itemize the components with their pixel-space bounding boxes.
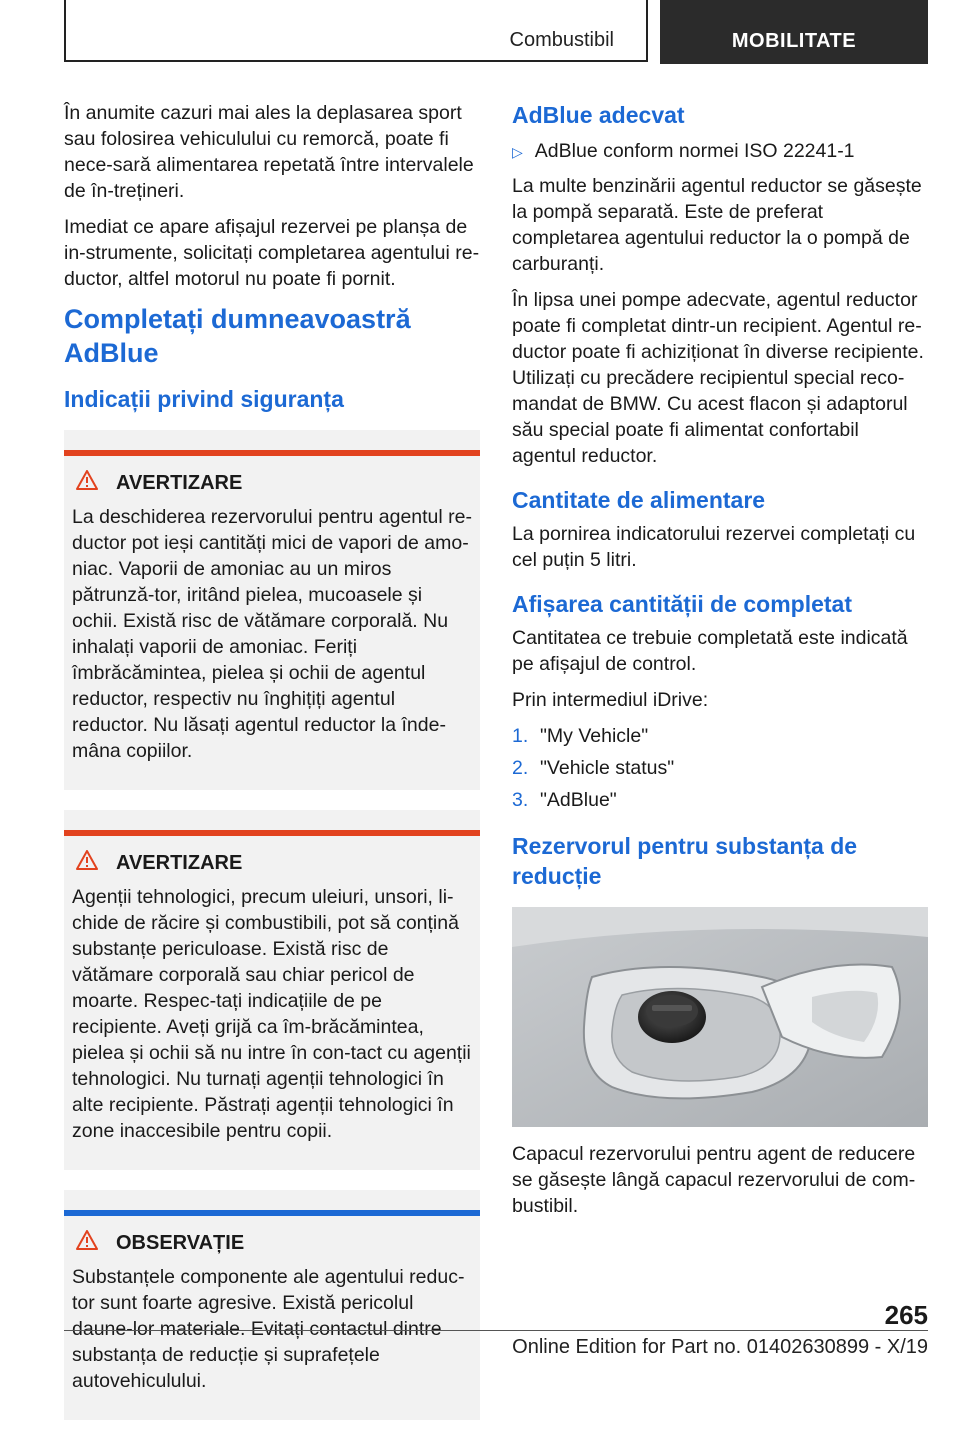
warning-bar [64,450,480,456]
display-paragraph: Cantitatea ce trebuie completată este indicată pe afișajul de control. [512,627,908,675]
warning-text: Agenții tehnologici, precum uleiuri, unsori, li-chide de răcire și combustibili, pot să conțină substanțe periculoase. Există risc de vătămare corporală sau chiar pericol de moarte. Respec-tați indicațiile de pe recipiente. Aveți grijă ca îm-brăcămintea, pielea și ochii să nu intre în con-tact cu agenții tehnologici. Nu turnați agenții tehnologici în alte recipiente. Păstrați agenții tehnologici în zone inaccesibile pentru copii. [72,886,471,1142]
container-paragraph: În lipsa unei pompe adecvate, agentul reductor poate fi completat dintr-un recipient. Agentul re-ductor poate fi achiziționat în diverse recipiente. Utilizați cu precădere recipientul special reco-mandat de BMW. Cu acest flacon și adaptorul său special poate fi alimentat confortabil agentul reductor. [512,289,924,467]
section-title: Combustibil [509,29,614,51]
filler-cap-illustration [512,907,928,1127]
footer-divider [64,1330,928,1331]
pump-paragraph: La multe benzinării agentul reductor se găsește la pompă separată. Este de preferat completarea agentului reductor la o pompă de carburanți. [512,175,922,275]
note-box [64,1190,480,1420]
safety-subheading: Indicații privind siguranța [64,386,344,412]
warning-title: AVERTIZARE [116,471,243,494]
warning-title: AVERTIZARE [116,851,243,874]
page-header [64,0,928,66]
spec-bullet [512,138,928,165]
quantity-paragraph: La pornirea indicatorului rezervei completați cu cel puțin 5 litri. [512,523,916,571]
left-column [64,100,480,1440]
note-bar [64,1210,480,1216]
warning-title-row [76,850,472,876]
warning-title-row [76,470,472,496]
caution-triangle-icon [76,1230,98,1256]
idrive-steps [512,723,928,813]
spec-text: AdBlue conform normei ISO 22241-1 [534,140,855,162]
page-number: 265 [884,1300,928,1330]
note-text: Substanțele componente ale agentului reduc-tor sunt foarte agresive. Există pericolul daune-lor materiale. Evitați contactul dintre substanța de reducție și suprafețele autovehiculului. [72,1266,465,1392]
note-title-row [76,1230,472,1256]
warning-triangle-icon [76,850,98,876]
section-heading: Completați dumneavoastră AdBlue [64,304,411,368]
intro-paragraph-2: Imediat ce apare afișajul rezervei pe planșa de in-strumente, solicitați completarea agentului re-ductor, altfel motorul nu poate fi pornit. [64,216,480,290]
edition-text: Online Edition for Part no. 01402630899 - X/19 [512,1336,928,1358]
warning-triangle-icon [76,470,98,496]
idrive-paragraph: Prin intermediul iDrive: [512,689,709,711]
warning-text: La deschiderea rezervorului pentru agentul re-ductor pot ieși cantități mici de vapori de amo-niac. Vaporii de amoniac au un miros pătrunză-tor, iritând pielea, mucoasele și ochii. Există risc de vătămare corporală. Nu inhalați vaporii de amoniac. Feriți îmbrăcămintea, pielea și ochii de agentul reductor, respectiv nu înghițiți agentul reductor. Nu lăsați agentul reductor la înde-mâna copiilor. [72,506,472,762]
list-item: 1. "My Vehicle" [512,725,649,747]
note-title: OBSERVAȚIE [116,1231,245,1254]
intro-paragraph-1: În anumite cazuri mai ales la deplasarea sport sau folosirea vehiculului cu remorcă, poate fi nece-sară alimentarea repetată între intervalele de în-trețineri. [64,102,474,202]
warning-bar [64,830,480,836]
display-heading: Afișarea cantității de completat [512,591,852,617]
adblue-heading: AdBlue adecvat [512,102,685,128]
list-item: 2. "Vehicle status" [512,757,675,779]
chapter-tab: MOBILITATE [660,0,928,64]
right-column [512,100,928,1229]
warning-box-fluids [64,810,480,1170]
list-item: 3. "AdBlue" [512,789,617,811]
quantity-heading: Cantitate de alimentare [512,487,766,513]
figure-caption: Capacul rezervorului pentru agent de reducere se găsește lângă capacul rezervorului de com-bustibil. [512,1143,916,1217]
warning-box-ammonia [64,430,480,790]
tank-heading: Rezervorul pentru substanța de reducție [512,833,858,889]
triangle-bullet-icon: ▷ [512,144,523,160]
